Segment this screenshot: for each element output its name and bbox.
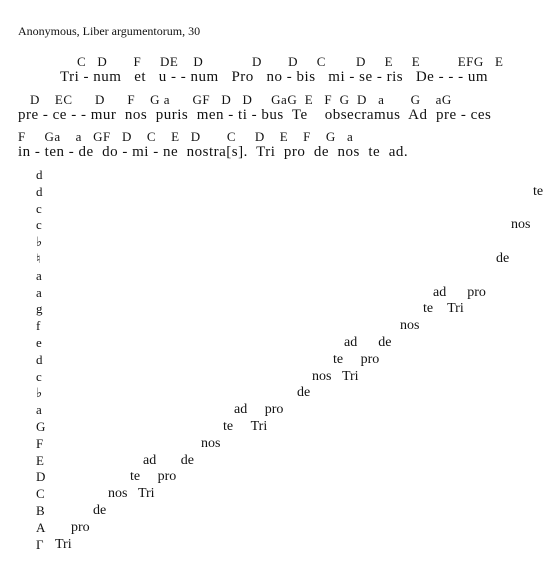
note-letters-line: D EC D F G a GF D D GaG E F G D a G aG [30,92,452,107]
gamut-syllable: te pro [130,469,177,485]
gamut-pitch-label: C [36,486,45,502]
gamut-pitch-label: Γ [36,536,44,552]
gamut-syllable: nos Tri [108,486,155,502]
gamut-pitch-label: ♮ [36,251,41,266]
gamut-syllable: ad de [344,335,392,350]
gamut-syllable: ad pro [234,402,284,418]
gamut-pitch-label: ♭ [36,385,43,401]
gamut-pitch-label: a [36,402,42,418]
gamut-syllable: de [93,503,107,518]
note-letters-line: F Ga a GF D C E D C D E F G a [18,129,354,144]
note-letters-line: C D F DE D D D C D E E EFG E [77,54,504,69]
lyric-line: in - ten - de do - mi - ne nostra[s]. Tri pro de nos te ad. [18,144,409,160]
gamut-syllable: te Tri [423,301,464,317]
gamut-syllable: ad pro [433,284,486,300]
gamut-syllable: te pro [333,351,380,367]
gamut-pitch-label: E [36,452,44,468]
gamut-pitch-label: g [36,301,43,317]
gamut-syllable: nos [511,217,531,233]
gamut-pitch-label: a [36,284,42,300]
gamut-pitch-label: c [36,200,42,216]
gamut-pitch-label: ♭ [36,234,43,250]
source-citation: Anonymous, Liber argumentorum, 30 [18,24,201,38]
gamut-pitch-label: d [36,183,43,199]
lyric-line: Tri - num et u - - num Pro no - bis mi - se - ris De - - - um [60,69,488,85]
gamut-syllable: ad de [143,452,194,468]
gamut-pitch-label: f [36,318,41,334]
lyric-line: pre - ce - - mur nos puris men - ti - bus Te obsecramus Ad pre - ces [18,107,492,123]
gamut-syllable: de [496,251,510,266]
gamut-syllable: de [297,385,311,401]
gamut-pitch-label: F [36,435,44,451]
gamut-pitch-label: d [36,351,43,367]
gamut-syllable: nos [400,318,420,334]
gamut-pitch-label: e [36,335,42,350]
gamut-pitch-label: B [36,503,45,518]
gamut-pitch-label: c [36,368,42,384]
gamut-syllable: pro [71,519,90,535]
gamut-pitch-label: d [36,167,43,182]
gamut-pitch-label: D [36,469,46,485]
gamut-pitch-label: c [36,217,42,233]
gamut-pitch-label: G [36,419,46,434]
gamut-pitch-label: a [36,267,42,283]
gamut-syllable: nos Tri [312,368,359,384]
gamut-syllable: nos [201,435,221,451]
gamut-pitch-label: A [36,519,46,535]
gamut-syllable: Tri [55,536,72,552]
gamut-syllable: te Tri [223,419,268,434]
gamut-syllable: te [533,183,544,199]
